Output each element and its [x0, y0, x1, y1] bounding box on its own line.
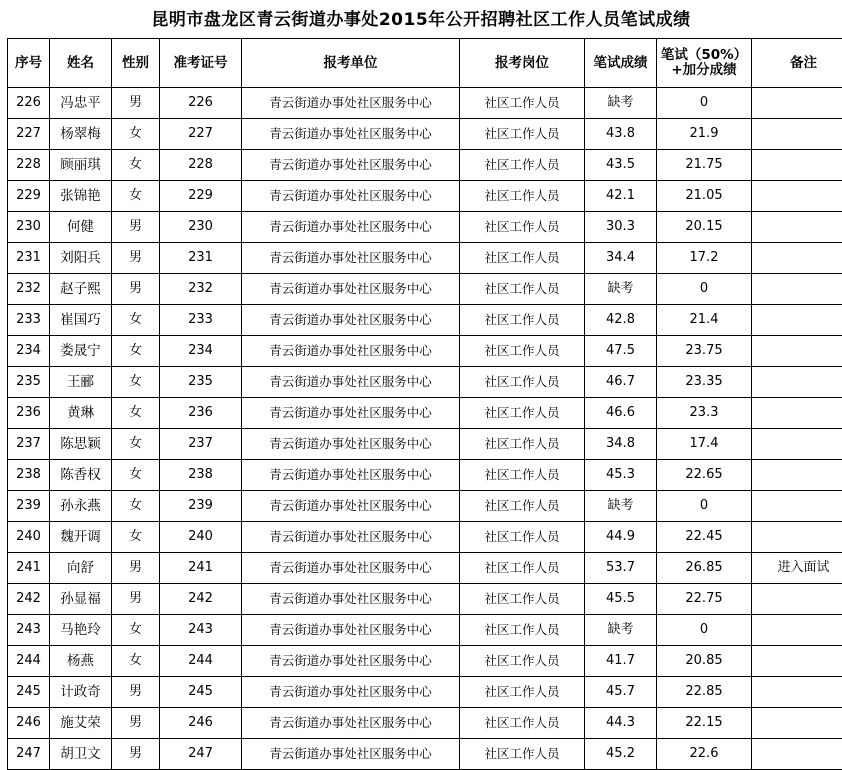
- cell-admission-number: 242: [160, 584, 242, 615]
- cell-written-score: 34.8: [585, 429, 657, 460]
- cell-name: 王郦: [50, 367, 112, 398]
- table-row: [8, 119, 842, 150]
- cell-seq: 229: [8, 181, 50, 212]
- cell-admission-number: 244: [160, 646, 242, 677]
- cell-written-score: 41.7: [585, 646, 657, 677]
- cell-final-score: 22.6: [657, 739, 752, 770]
- cell-final-score: 0: [657, 491, 752, 522]
- cell-written-score: 53.7: [585, 553, 657, 584]
- cell-seq: 233: [8, 305, 50, 336]
- cell-unit: 青云街道办事处社区服务中心: [242, 491, 460, 522]
- cell-seq: 240: [8, 522, 50, 553]
- cell-final-score: 0: [657, 615, 752, 646]
- cell-post: 社区工作人员: [460, 181, 585, 212]
- table-row: [8, 367, 842, 398]
- cell-final-score: 20.15: [657, 212, 752, 243]
- cell-unit: 青云街道办事处社区服务中心: [242, 274, 460, 305]
- cell-sex: 女: [112, 491, 160, 522]
- cell-unit: 青云街道办事处社区服务中心: [242, 398, 460, 429]
- column-header-remark: 备注: [752, 39, 842, 88]
- cell-unit: 青云街道办事处社区服务中心: [242, 584, 460, 615]
- cell-written-score: 44.3: [585, 708, 657, 739]
- cell-post: 社区工作人员: [460, 212, 585, 243]
- cell-final-score: 26.85: [657, 553, 752, 584]
- cell-unit: 青云街道办事处社区服务中心: [242, 708, 460, 739]
- cell-name: 计政奇: [50, 677, 112, 708]
- table-row: [8, 336, 842, 367]
- cell-final-score: 22.75: [657, 584, 752, 615]
- cell-admission-number: 226: [160, 88, 242, 119]
- cell-post: 社区工作人员: [460, 367, 585, 398]
- cell-written-score: 47.5: [585, 336, 657, 367]
- cell-final-score: 17.4: [657, 429, 752, 460]
- cell-unit: 青云街道办事处社区服务中心: [242, 336, 460, 367]
- cell-post: 社区工作人员: [460, 615, 585, 646]
- cell-name: 胡卫文: [50, 739, 112, 770]
- table-header-row: [8, 39, 842, 88]
- cell-post: 社区工作人员: [460, 491, 585, 522]
- cell-admission-number: 246: [160, 708, 242, 739]
- cell-sex: 男: [112, 739, 160, 770]
- cell-seq: 227: [8, 119, 50, 150]
- column-header-final-score: 笔试（50%）+加分成绩: [657, 39, 752, 88]
- cell-post: 社区工作人员: [460, 460, 585, 491]
- cell-sex: 女: [112, 150, 160, 181]
- cell-sex: 男: [112, 584, 160, 615]
- cell-final-score: 23.75: [657, 336, 752, 367]
- cell-unit: 青云街道办事处社区服务中心: [242, 553, 460, 584]
- cell-sex: 女: [112, 522, 160, 553]
- cell-admission-number: 235: [160, 367, 242, 398]
- cell-name: 孙永燕: [50, 491, 112, 522]
- cell-seq: 243: [8, 615, 50, 646]
- cell-unit: 青云街道办事处社区服务中心: [242, 243, 460, 274]
- table-row: [8, 646, 842, 677]
- cell-unit: 青云街道办事处社区服务中心: [242, 305, 460, 336]
- cell-name: 魏开调: [50, 522, 112, 553]
- table-body: [8, 88, 842, 770]
- cell-sex: 女: [112, 429, 160, 460]
- cell-remark: [752, 88, 842, 119]
- cell-name: 孙显福: [50, 584, 112, 615]
- cell-seq: 238: [8, 460, 50, 491]
- cell-admission-number: 239: [160, 491, 242, 522]
- cell-final-score: 22.45: [657, 522, 752, 553]
- cell-remark: [752, 522, 842, 553]
- cell-remark: [752, 119, 842, 150]
- cell-name: 向舒: [50, 553, 112, 584]
- cell-remark: [752, 243, 842, 274]
- cell-name: 张锦艳: [50, 181, 112, 212]
- cell-final-score: 21.9: [657, 119, 752, 150]
- cell-sex: 女: [112, 646, 160, 677]
- cell-final-score: 23.35: [657, 367, 752, 398]
- table-row: [8, 398, 842, 429]
- cell-name: 马艳玲: [50, 615, 112, 646]
- cell-post: 社区工作人员: [460, 305, 585, 336]
- cell-remark: [752, 646, 842, 677]
- cell-unit: 青云街道办事处社区服务中心: [242, 646, 460, 677]
- cell-sex: 男: [112, 677, 160, 708]
- cell-sex: 男: [112, 274, 160, 305]
- cell-post: 社区工作人员: [460, 336, 585, 367]
- cell-remark: [752, 708, 842, 739]
- cell-unit: 青云街道办事处社区服务中心: [242, 677, 460, 708]
- cell-seq: 235: [8, 367, 50, 398]
- cell-admission-number: 227: [160, 119, 242, 150]
- cell-post: 社区工作人员: [460, 150, 585, 181]
- cell-remark: [752, 491, 842, 522]
- cell-remark: [752, 305, 842, 336]
- cell-post: 社区工作人员: [460, 429, 585, 460]
- cell-post: 社区工作人员: [460, 88, 585, 119]
- cell-post: 社区工作人员: [460, 708, 585, 739]
- cell-unit: 青云街道办事处社区服务中心: [242, 181, 460, 212]
- table-row: [8, 615, 842, 646]
- table-row: [8, 553, 842, 584]
- cell-name: 赵子熙: [50, 274, 112, 305]
- table-row: [8, 274, 842, 305]
- cell-admission-number: 231: [160, 243, 242, 274]
- cell-written-score: 缺考: [585, 491, 657, 522]
- cell-post: 社区工作人员: [460, 243, 585, 274]
- table-row: [8, 305, 842, 336]
- table-header: [8, 39, 842, 88]
- cell-admission-number: 232: [160, 274, 242, 305]
- cell-name: 冯忠平: [50, 88, 112, 119]
- table-row: [8, 522, 842, 553]
- cell-written-score: 42.1: [585, 181, 657, 212]
- cell-post: 社区工作人员: [460, 274, 585, 305]
- cell-sex: 女: [112, 615, 160, 646]
- table-row: [8, 584, 842, 615]
- cell-unit: 青云街道办事处社区服务中心: [242, 367, 460, 398]
- cell-post: 社区工作人员: [460, 553, 585, 584]
- cell-remark: [752, 615, 842, 646]
- table-row: [8, 739, 842, 770]
- page-title: 昆明市盘龙区青云街道办事处2015年公开招聘社区工作人员笔试成绩: [0, 0, 842, 38]
- cell-final-score: 20.85: [657, 646, 752, 677]
- column-header-post: 报考岗位: [460, 39, 585, 88]
- cell-written-score: 34.4: [585, 243, 657, 274]
- cell-written-score: 46.7: [585, 367, 657, 398]
- cell-final-score: 22.65: [657, 460, 752, 491]
- table-row: [8, 429, 842, 460]
- cell-written-score: 缺考: [585, 88, 657, 119]
- cell-seq: 228: [8, 150, 50, 181]
- cell-final-score: 21.75: [657, 150, 752, 181]
- cell-admission-number: 233: [160, 305, 242, 336]
- cell-remark: [752, 677, 842, 708]
- cell-name: 施艾荣: [50, 708, 112, 739]
- table-row: [8, 212, 842, 243]
- cell-name: 娄晟宁: [50, 336, 112, 367]
- column-header-sex: 性别: [112, 39, 160, 88]
- cell-sex: 女: [112, 305, 160, 336]
- cell-sex: 女: [112, 460, 160, 491]
- cell-post: 社区工作人员: [460, 739, 585, 770]
- cell-unit: 青云街道办事处社区服务中心: [242, 615, 460, 646]
- cell-sex: 女: [112, 181, 160, 212]
- table-row: [8, 88, 842, 119]
- cell-name: 陈香权: [50, 460, 112, 491]
- cell-final-score: 21.05: [657, 181, 752, 212]
- grades-table: [7, 38, 842, 770]
- cell-sex: 女: [112, 336, 160, 367]
- cell-seq: 230: [8, 212, 50, 243]
- cell-admission-number: 234: [160, 336, 242, 367]
- table-row: [8, 460, 842, 491]
- cell-seq: 244: [8, 646, 50, 677]
- cell-admission-number: 245: [160, 677, 242, 708]
- column-header-written-score: 笔试成绩: [585, 39, 657, 88]
- cell-seq: 245: [8, 677, 50, 708]
- cell-seq: 226: [8, 88, 50, 119]
- cell-remark: [752, 584, 842, 615]
- cell-remark: [752, 739, 842, 770]
- cell-written-score: 45.2: [585, 739, 657, 770]
- cell-post: 社区工作人员: [460, 522, 585, 553]
- cell-written-score: 30.3: [585, 212, 657, 243]
- cell-admission-number: 228: [160, 150, 242, 181]
- cell-final-score: 22.15: [657, 708, 752, 739]
- cell-name: 何健: [50, 212, 112, 243]
- cell-post: 社区工作人员: [460, 646, 585, 677]
- cell-seq: 234: [8, 336, 50, 367]
- cell-post: 社区工作人员: [460, 119, 585, 150]
- cell-written-score: 44.9: [585, 522, 657, 553]
- cell-admission-number: 229: [160, 181, 242, 212]
- cell-sex: 男: [112, 708, 160, 739]
- cell-remark: [752, 181, 842, 212]
- cell-admission-number: 243: [160, 615, 242, 646]
- cell-remark: 进入面试: [752, 553, 842, 584]
- cell-name: 陈思颖: [50, 429, 112, 460]
- cell-remark: [752, 212, 842, 243]
- cell-unit: 青云街道办事处社区服务中心: [242, 212, 460, 243]
- cell-unit: 青云街道办事处社区服务中心: [242, 150, 460, 181]
- table-row: [8, 181, 842, 212]
- cell-admission-number: 240: [160, 522, 242, 553]
- cell-name: 崔国巧: [50, 305, 112, 336]
- cell-written-score: 42.8: [585, 305, 657, 336]
- cell-sex: 男: [112, 553, 160, 584]
- cell-post: 社区工作人员: [460, 677, 585, 708]
- cell-remark: [752, 150, 842, 181]
- cell-written-score: 43.5: [585, 150, 657, 181]
- table-row: [8, 491, 842, 522]
- cell-sex: 女: [112, 367, 160, 398]
- cell-remark: [752, 460, 842, 491]
- cell-written-score: 45.7: [585, 677, 657, 708]
- cell-sex: 女: [112, 119, 160, 150]
- table-row: [8, 150, 842, 181]
- column-header-unit: 报考单位: [242, 39, 460, 88]
- cell-unit: 青云街道办事处社区服务中心: [242, 88, 460, 119]
- cell-post: 社区工作人员: [460, 584, 585, 615]
- column-header-seq: 序号: [8, 39, 50, 88]
- cell-written-score: 45.3: [585, 460, 657, 491]
- cell-unit: 青云街道办事处社区服务中心: [242, 119, 460, 150]
- cell-seq: 247: [8, 739, 50, 770]
- cell-seq: 231: [8, 243, 50, 274]
- cell-admission-number: 247: [160, 739, 242, 770]
- cell-seq: 246: [8, 708, 50, 739]
- cell-sex: 男: [112, 212, 160, 243]
- cell-admission-number: 241: [160, 553, 242, 584]
- cell-final-score: 22.85: [657, 677, 752, 708]
- table-row: [8, 677, 842, 708]
- cell-remark: [752, 398, 842, 429]
- table-row: [8, 708, 842, 739]
- cell-written-score: 缺考: [585, 274, 657, 305]
- cell-seq: 236: [8, 398, 50, 429]
- cell-name: 黄琳: [50, 398, 112, 429]
- cell-seq: 232: [8, 274, 50, 305]
- cell-sex: 男: [112, 88, 160, 119]
- column-header-admission-number: 准考证号: [160, 39, 242, 88]
- cell-written-score: 缺考: [585, 615, 657, 646]
- cell-written-score: 45.5: [585, 584, 657, 615]
- cell-name: 杨翠梅: [50, 119, 112, 150]
- cell-admission-number: 236: [160, 398, 242, 429]
- cell-post: 社区工作人员: [460, 398, 585, 429]
- cell-unit: 青云街道办事处社区服务中心: [242, 739, 460, 770]
- cell-final-score: 23.3: [657, 398, 752, 429]
- cell-name: 刘阳兵: [50, 243, 112, 274]
- table-row: [8, 243, 842, 274]
- cell-seq: 242: [8, 584, 50, 615]
- cell-final-score: 0: [657, 274, 752, 305]
- cell-written-score: 43.8: [585, 119, 657, 150]
- cell-seq: 239: [8, 491, 50, 522]
- cell-final-score: 0: [657, 88, 752, 119]
- cell-name: 顾丽琪: [50, 150, 112, 181]
- cell-seq: 241: [8, 553, 50, 584]
- cell-final-score: 21.4: [657, 305, 752, 336]
- cell-remark: [752, 429, 842, 460]
- cell-sex: 女: [112, 398, 160, 429]
- cell-unit: 青云街道办事处社区服务中心: [242, 522, 460, 553]
- cell-written-score: 46.6: [585, 398, 657, 429]
- cell-admission-number: 237: [160, 429, 242, 460]
- cell-sex: 男: [112, 243, 160, 274]
- cell-remark: [752, 367, 842, 398]
- cell-unit: 青云街道办事处社区服务中心: [242, 460, 460, 491]
- cell-remark: [752, 274, 842, 305]
- cell-name: 杨燕: [50, 646, 112, 677]
- cell-admission-number: 238: [160, 460, 242, 491]
- cell-final-score: 17.2: [657, 243, 752, 274]
- cell-admission-number: 230: [160, 212, 242, 243]
- cell-seq: 237: [8, 429, 50, 460]
- cell-unit: 青云街道办事处社区服务中心: [242, 429, 460, 460]
- column-header-name: 姓名: [50, 39, 112, 88]
- cell-remark: [752, 336, 842, 367]
